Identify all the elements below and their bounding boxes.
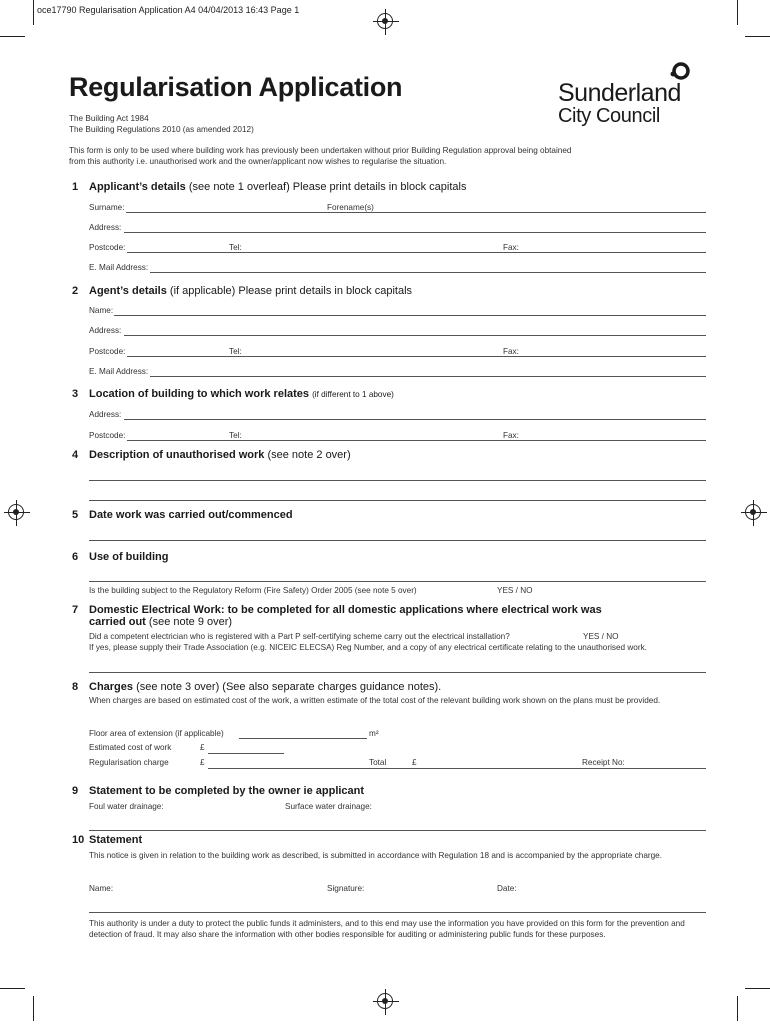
section-number: 6 — [72, 551, 79, 563]
electrician-question: Did a competent electrician who is registered with a Part P self-certifying scheme carry out the electrical installation? — [89, 632, 510, 641]
section-number: 5 — [72, 509, 79, 521]
regularisation-charge-label: Regularisation charge — [89, 758, 169, 767]
electrician-yes-no[interactable]: YES / NO — [583, 632, 619, 641]
floor-area-field[interactable] — [239, 738, 367, 739]
name-label: Name: — [89, 884, 114, 893]
agent-postcode-tel-fax-field[interactable] — [127, 356, 706, 357]
surname-label: Surname: — [89, 203, 125, 212]
section-number: 4 — [72, 449, 79, 461]
email-field[interactable] — [150, 272, 706, 273]
trade-association-note: If yes, please supply their Trade Association (e.g. NICEIC ELECSA) Reg Number, and a copy of any electrical certificate relating to the unauthorised work. — [89, 643, 647, 652]
trade-association-field[interactable] — [89, 672, 706, 673]
fraud-notice: This authority is under a duty to protect the public funds it administers, and to this end may use the information you have provided on this form for the prevention and detection of fraud. It may also share the information with other bodies responsible for auditing or administering public funds for these purposes. — [89, 919, 685, 939]
address-label: Address: — [89, 410, 122, 419]
page-title: Regularisation Application — [69, 72, 403, 102]
surname-field[interactable] — [126, 212, 706, 213]
agent-address-field[interactable] — [124, 335, 706, 336]
location-postcode-tel-fax-field[interactable] — [127, 440, 706, 441]
pound-sign: £ — [412, 758, 417, 767]
pound-sign: £ — [200, 743, 205, 752]
statement-note: This notice is given in relation to the building work as described, is submitted in accordance with Regulation 18 and is accompanied by the appropriate charge. — [89, 851, 662, 860]
section-number: 10 — [72, 834, 85, 846]
surface-water-label: Surface water drainage: — [285, 802, 372, 811]
fire-safety-question: Is the building subject to the Regulatory Reform (Fire Safety) Order 2005 (see note 5 over) — [89, 586, 417, 595]
section-number: 1 — [72, 181, 79, 193]
registration-mark-icon — [745, 504, 761, 520]
section-heading: Location of building to which work relates (if different to 1 above) — [89, 388, 394, 400]
description-field[interactable] — [89, 480, 706, 481]
floor-area-label: Floor area of extension (if applicable) — [89, 729, 224, 738]
address-field[interactable] — [124, 232, 706, 233]
foul-water-label: Foul water drainage: — [89, 802, 164, 811]
act-line: The Building Act 1984 — [69, 114, 149, 123]
agent-name-label: Name: — [89, 306, 114, 315]
section-number: 9 — [72, 785, 79, 797]
tel-label: Tel: — [229, 431, 242, 440]
crop-mark — [33, 0, 34, 25]
section-number: 3 — [72, 388, 79, 400]
fax-label: Fax: — [503, 243, 519, 252]
address-label: Address: — [89, 326, 122, 335]
use-of-building-field[interactable] — [89, 581, 706, 582]
email-label: E. Mail Address: — [89, 263, 149, 272]
section-heading: Agent’s details (if applicable) Please print details in block capitals — [89, 285, 413, 297]
m2-unit: m² — [369, 729, 379, 738]
location-address-field[interactable] — [124, 419, 706, 420]
crop-mark — [737, 996, 738, 1021]
receipt-label: Receipt No: — [582, 758, 625, 767]
fire-safety-yes-no[interactable]: YES / NO — [497, 586, 533, 595]
section-heading: Use of building — [89, 551, 169, 563]
regulations-line: The Building Regulations 2010 (as amended 2012) — [69, 125, 254, 134]
registration-mark-icon — [8, 504, 24, 520]
charges-note: When charges are based on estimated cost of the work, a written estimate of the total cost of the relevant building work shown on the plans must be provided. — [89, 696, 661, 705]
postcode-label: Postcode: — [89, 243, 126, 252]
date-work-field[interactable] — [89, 540, 706, 541]
signature-label: Signature: — [327, 884, 365, 893]
section-heading: Statement — [89, 834, 143, 846]
postcode-tel-fax-field[interactable] — [127, 252, 706, 253]
section-number: 8 — [72, 681, 79, 693]
section-heading: Domestic Electrical Work: to be completed for all domestic applications where electrical work was — [89, 604, 602, 616]
print-slug: oce17790 Regularisation Application A4 04/04/2013 16:43 Page 1 — [37, 5, 300, 15]
registration-mark-icon — [377, 13, 393, 29]
postcode-label: Postcode: — [89, 431, 126, 440]
logo-text-city-council: City Council — [558, 105, 660, 127]
section-heading-continued: carried out (see note 9 over) — [89, 616, 233, 628]
total-label: Total — [369, 758, 387, 767]
section-heading: Statement to be completed by the owner ie applicant — [89, 785, 365, 797]
section-number: 7 — [72, 604, 79, 616]
pound-sign: £ — [200, 758, 205, 767]
drainage-field[interactable] — [89, 830, 706, 831]
charge-field[interactable] — [208, 768, 706, 769]
estimated-cost-label: Estimated cost of work — [89, 743, 172, 752]
crop-mark — [745, 36, 770, 37]
section-heading: Date work was carried out/commenced — [89, 509, 293, 521]
section-heading: Applicant’s details (see note 1 overleaf) Please print details in block capitals — [89, 181, 467, 193]
address-label: Address: — [89, 223, 122, 232]
postcode-label: Postcode: — [89, 347, 126, 356]
crop-mark — [0, 988, 25, 989]
crop-mark — [745, 988, 770, 989]
agent-name-field[interactable] — [114, 315, 706, 316]
section-heading: Charges (see note 3 over) (See also separate charges guidance notes). — [89, 681, 442, 693]
tel-label: Tel: — [229, 347, 242, 356]
crop-mark — [33, 996, 34, 1021]
registration-mark-icon — [377, 993, 393, 1009]
signature-field[interactable] — [89, 912, 706, 913]
date-label: Date: — [497, 884, 517, 893]
estimated-cost-field[interactable] — [208, 753, 284, 754]
description-field[interactable] — [89, 500, 706, 501]
logo-text-sunderland: Sunderland — [558, 79, 681, 107]
forename-label: Forename(s) — [327, 203, 374, 212]
section-heading: Description of unauthorised work (see note 2 over) — [89, 449, 351, 461]
fax-label: Fax: — [503, 347, 519, 356]
crop-mark — [0, 36, 25, 37]
tel-label: Tel: — [229, 243, 242, 252]
intro-text: This form is only to be used where building work has previously been undertaken without prior Building Regulation approval being obtained from this authority i.e. unauthorised work and the owner/applicant now wishes to regularise the situation. — [69, 146, 572, 166]
section-number: 2 — [72, 285, 79, 297]
agent-email-field[interactable] — [150, 376, 706, 377]
fax-label: Fax: — [503, 431, 519, 440]
crop-mark — [737, 0, 738, 25]
email-label: E. Mail Address: — [89, 367, 149, 376]
